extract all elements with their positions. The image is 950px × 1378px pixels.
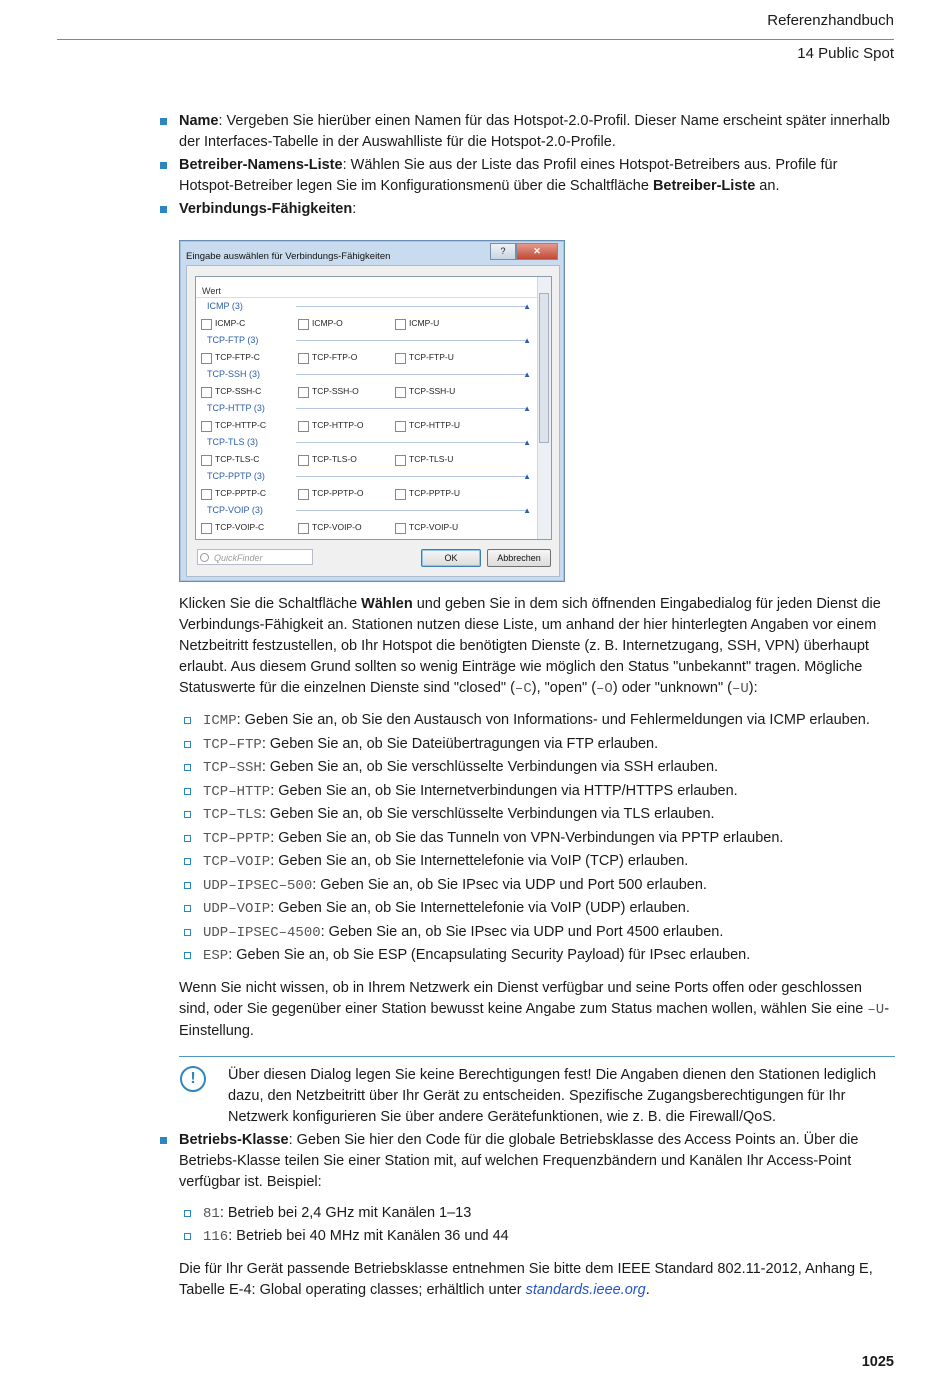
service-code: TCP–FTP [203,736,262,753]
option-checkbox[interactable]: TCP-HTTP-O [298,417,363,434]
option-checkbox[interactable]: TCP-VOIP-U [395,519,458,536]
service-desc: : Geben Sie an, ob Sie IPsec via UDP und Port 4500 erlauben. [320,923,724,940]
group-container [196,298,551,536]
service-code: TCP–SSH [203,760,262,776]
class-code: 81 [203,1205,220,1222]
service-item [203,780,895,804]
close-button[interactable]: ✕ [516,243,558,260]
term-operating-class: Betriebs-Klasse [179,1131,289,1148]
group-label: TCP-FTP (3) [207,335,259,345]
service-code: UDP–IPSEC–500 [203,877,313,894]
term-operator: Betreiber-Namens-Liste [179,157,343,173]
group-header[interactable] [196,298,551,315]
service-item [203,756,895,780]
text-segment: und geben Sie in dem sich öffnenden Eingabedialog für jeden Dienst die Verbindungs-Fähigkeit an. Stationen nutzen diese Liste, um anhand der hier hinterlegten Angaben vor einem Netzbeitritt festzustellen, ob Ihr Hotspot die benötigten Dienste (z. B. Internetzugang, SSH, VPN) überhaupt erlaubt. Aus diesem Grund sollten so wenig Einträge wie möglich den Status "unbekannt" tragen. Mögliche Statuswerte für die einzelnen Dienste sind "closed" ( [179,596,881,696]
group-header[interactable] [196,502,551,519]
note-text: Über diesen Dialog legen Sie keine Berechtigungen fest! Die Angaben dienen den Stationen lediglich dazu, den Netzbeitritt über Ihr Gerät zu entscheiden. Spezifische Zugangsberechtigungen für Ihr Netzwerk konfigurieren Sie über andere Gerätefunktionen, wie z. B. die Firewall/QoS. [228,1066,877,1125]
service-code: TCP–HTTP [203,783,271,800]
group-header[interactable] [196,332,551,349]
list-item-operator [179,155,895,197]
list-item-name [179,111,895,153]
service-desc: : Geben Sie an, ob Sie den Austausch von Informations- und Fehlermeldungen via ICMP erlauben. [236,712,870,728]
group-divider [296,476,527,477]
service-list [203,709,895,968]
chevron-up-icon[interactable]: ▲ [523,370,531,379]
scrollbar-thumb[interactable] [539,293,549,443]
class-desc: : Betrieb bei 2,4 GHz mit Kanälen 1–13 [219,1204,472,1221]
service-item [203,897,895,921]
group-header[interactable] [196,366,551,383]
dialog-body [186,265,560,577]
service-code: TCP–TLS [203,807,262,823]
desc-operating-class: : Geben Sie hier den Code für die globale Betriebsklasse des Access Points an. Über die Betriebs-Klasse teilen Sie einer Station mit, auf welchen Frequenzbändern und Kanälen Ihr Access-Point verfügbar ist. Beispiel: [179,1131,859,1190]
code-closed: –C [514,681,532,697]
text-segment: Die für Ihr Gerät passende Betriebsklasse entnehmen Sie bitte dem IEEE Standard 802.11-2012, Anhang E, Tabelle E-4: Global operating classes; erhältlich unter [179,1260,873,1298]
class-example-item [203,1202,895,1226]
service-desc: : Geben Sie an, ob Sie verschlüsselte Verbindungen via TLS erlauben. [261,806,715,822]
text-segment: -Einstellung. [179,1000,890,1039]
option-checkbox[interactable]: ICMP-O [298,315,343,332]
service-item [203,827,895,851]
code-unknown: –U [731,681,749,697]
service-code: ICMP [203,713,237,729]
header-title: Referenzhandbuch [767,12,894,29]
list-item-operating-class [179,1130,895,1193]
header-chapter: 14 Public Spot [797,45,894,62]
text-segment: Wenn Sie nicht wissen, ob in Ihrem Netzwerk ein Dienst verfügbar und seine Ports offen oder geschlossen sind, oder Sie gegenüber einer Station bewusst keine Angabe zum Status machen wollen, wählen Sie eine [179,979,868,1017]
option-checkbox[interactable]: TCP-TLS-U [395,451,453,468]
quickfinder-input[interactable]: QuickFinder [197,549,313,565]
service-code: UDP–VOIP [203,901,271,917]
option-checkbox[interactable]: TCP-TLS-C [201,451,259,468]
page-content [179,111,895,1301]
option-checkbox[interactable]: TCP-PPTP-O [298,485,363,502]
chevron-up-icon[interactable]: ▲ [523,336,531,345]
ok-button[interactable]: OK [421,549,481,567]
option-row [196,417,551,434]
option-checkbox[interactable]: TCP-FTP-O [298,349,357,366]
class-example-item [203,1225,895,1249]
option-row [196,349,551,366]
term-capabilities: Verbindungs-Fähigkeiten [179,201,353,217]
capabilities-dialog [179,240,565,582]
desc-name: : Vergeben Sie hierüber einen Namen für das Hotspot-2.0-Profil. Dieser Name erscheint später innerhalb der Interfaces-Tabelle in der Auswahlliste für die Hotspot-2.0-Profile. [179,113,890,150]
desc-operator: : Wählen Sie aus der Liste das Profil eines Hotspot-Betreibers aus. Profile für Hotspot-Betreiber legen Sie im Konfigurationsmenü über die Schaltfläche [179,157,838,194]
option-checkbox[interactable]: TCP-HTTP-U [395,417,460,434]
option-checkbox[interactable]: TCP-VOIP-O [298,519,362,536]
class-desc: : Betrieb bei 40 MHz mit Kanälen 36 und 44 [228,1228,509,1244]
service-desc: : Geben Sie an, ob Sie verschlüsselte Verbindungen via SSH erlauben. [261,759,719,775]
option-checkbox[interactable]: TCP-HTTP-C [201,417,266,434]
note-box [179,1056,895,1128]
option-checkbox[interactable]: ICMP-U [395,315,439,332]
header-divider [57,39,894,40]
service-code: TCP–VOIP [203,854,271,870]
group-header[interactable] [196,468,551,485]
option-row [196,315,551,332]
option-checkbox[interactable]: TCP-PPTP-C [201,485,266,502]
option-checkbox[interactable]: TCP-PPTP-U [395,485,460,502]
exclamation-icon: ! [180,1066,206,1092]
group-label: TCP-PPTP (3) [207,471,265,481]
option-checkbox[interactable]: TCP-SSH-C [201,383,261,400]
desc-operator-end: an. [755,178,780,194]
scrollbar[interactable] [537,277,551,539]
chevron-up-icon[interactable]: ▲ [523,302,531,311]
group-header[interactable] [196,434,551,451]
group-label: ICMP (3) [207,301,243,311]
code-open: –O [596,681,613,697]
paragraph-unknown [179,978,895,1042]
text-segment: ) oder "unknown" ( [612,680,732,696]
option-checkbox[interactable]: ICMP-C [201,315,245,332]
service-code: UDP–IPSEC–4500 [203,924,321,941]
service-code: ESP [203,948,229,964]
group-divider [296,306,527,307]
dialog-title: Eingabe auswählen für Verbindungs-Fähigkeiten [186,251,391,262]
class-example-list [203,1202,895,1249]
option-checkbox[interactable]: TCP-SSH-U [395,383,455,400]
text-segment: . [645,1281,650,1298]
option-row [196,485,551,502]
group-label: TCP-SSH (3) [207,369,261,379]
service-item [203,850,895,874]
code-unknown: –U [867,1001,885,1018]
group-header[interactable] [196,400,551,417]
ieee-link[interactable]: standards.ieee.org [525,1281,646,1298]
cancel-button[interactable]: Abbrechen [487,549,551,567]
option-checkbox[interactable]: TCP-FTP-U [395,349,454,366]
service-desc: : Geben Sie an, ob Sie Internetverbindungen via HTTP/HTTPS erlauben. [270,782,738,799]
text-segment: ): [748,680,758,696]
option-row [196,451,551,468]
group-label: TCP-VOIP (3) [207,505,263,515]
service-item [203,921,895,945]
desc-capabilities: : [352,201,357,217]
group-divider [296,408,527,409]
text-segment: Klicken Sie die Schaltfläche [179,596,362,612]
chevron-up-icon[interactable]: ▲ [523,472,531,481]
option-checkbox[interactable]: TCP-FTP-C [201,349,260,366]
group-divider [296,340,527,341]
column-header: Wert [196,277,551,298]
term-operator-list: Betreiber-Liste [652,178,756,194]
term-name: Name [179,113,219,129]
service-item [203,944,895,968]
group-divider [296,374,527,375]
service-desc: : Geben Sie an, ob Sie Internettelefonie via VoIP (TCP) erlauben. [270,853,689,869]
chevron-up-icon[interactable]: ▲ [523,506,531,515]
service-code: TCP–PPTP [203,830,271,847]
service-desc: : Geben Sie an, ob Sie das Tunneln von VPN-Verbindungen via PPTP erlauben. [270,829,784,846]
group-divider [296,510,527,511]
group-label: TCP-TLS (3) [207,437,259,447]
text-segment: ), "open" ( [531,680,597,696]
service-item [203,709,895,733]
option-checkbox[interactable]: TCP-TLS-O [298,451,357,468]
service-desc: : Geben Sie an, ob Sie IPsec via UDP und Port 500 erlauben. [312,876,707,893]
help-button[interactable]: ? [490,243,516,260]
value-list [195,276,552,540]
list-item-capabilities [179,199,895,220]
option-checkbox[interactable]: TCP-SSH-O [298,383,359,400]
chevron-up-icon[interactable]: ▲ [523,438,531,447]
page-number: 1025 [861,1354,894,1370]
option-row [196,519,551,536]
search-icon [200,553,209,562]
option-row [196,383,551,400]
class-code: 116 [203,1229,229,1245]
group-label: TCP-HTTP (3) [207,403,265,413]
group-divider [296,442,527,443]
service-item [203,803,895,827]
service-item [203,874,895,898]
dialog-window-controls [490,243,558,260]
paragraph-select [179,594,895,700]
service-desc: : Geben Sie an, ob Sie ESP (Encapsulating Security Payload) für IPsec erlauben. [228,947,751,963]
option-checkbox[interactable]: TCP-VOIP-C [201,519,264,536]
chevron-up-icon[interactable]: ▲ [523,404,531,413]
service-item [203,733,895,757]
paragraph-ieee [179,1259,895,1301]
service-desc: : Geben Sie an, ob Sie Dateiübertragungen via FTP erlauben. [261,735,659,752]
service-desc: : Geben Sie an, ob Sie Internettelefonie via VoIP (UDP) erlauben. [270,900,690,916]
term-select: Wählen [361,596,413,612]
